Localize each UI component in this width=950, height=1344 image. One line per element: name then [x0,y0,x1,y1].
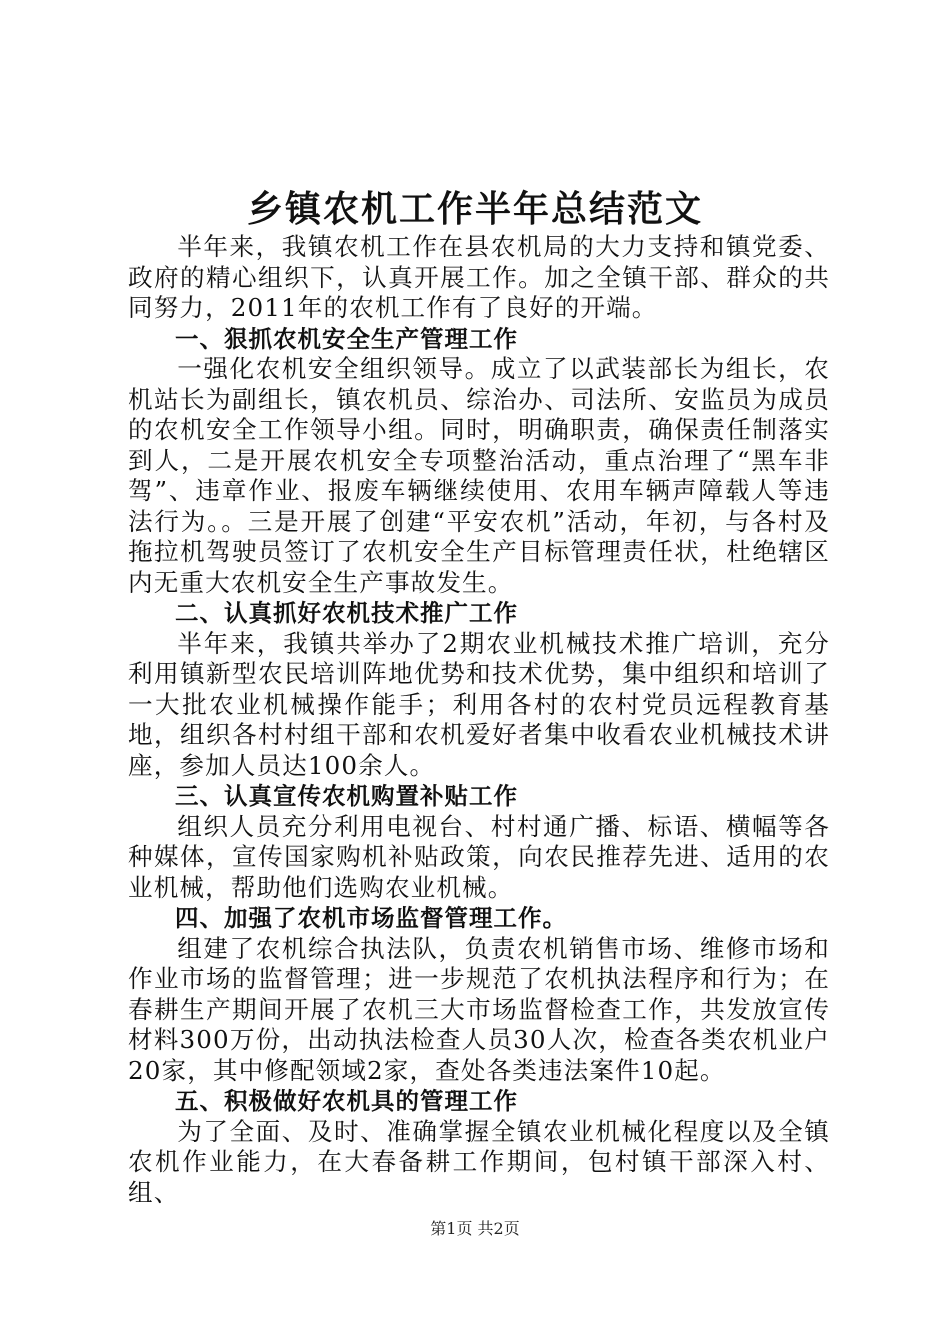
paragraph-section-1: 一强化农机安全组织领导。成立了以武装部长为组长，农机站长为副组长，镇农机员、综治办、司法所、安监员为成员的农机安全工作领导小组。同时，明确职责，确保责任制落实到人，二是开展农机安全专项整治活动，重点治理了“黑车非驾”、违章作业、报废车辆继续使用、农用车辆声障载人等违法行为。。三是开展了创建“平安农机”活动，年初，与各村及拖拉机驾驶员签订了农机安全生产目标管理责任状，杜绝辖区内无重大农机安全生产事故发生。 [128,354,830,597]
page-number-footer: 第1页 共2页 [430,1219,520,1238]
section-heading-4: 四、加强了农机市场监督管理工作。 [175,904,567,932]
document-body [128,232,830,1208]
section-heading-3: 三、认真宣传农机购置补贴工作 [175,782,518,810]
paragraph-section-5: 为了全面、及时、准确掌握全镇农业机械化程度以及全镇农机作业能力，在大春备耕工作期间，包村镇干部深入村、组、 [128,1116,830,1207]
section-heading-2: 二、认真抓好农机技术推广工作 [175,599,518,627]
section-heading-5: 五、积极做好农机具的管理工作 [175,1087,518,1115]
paragraph-intro: 半年来，我镇农机工作在县农机局的大力支持和镇党委、政府的精心组织下，认真开展工作。加之全镇干部、群众的共同努力，2011年的农机工作有了良好的开端。 [128,232,830,322]
paragraph-section-3: 组织人员充分利用电视台、村村通广播、标语、横幅等各种媒体，宣传国家购机补贴政策，向农民推荐先进、适用的农业机械，帮助他们选购农业机械。 [128,811,830,902]
paragraph-section-4: 组建了农机综合执法队，负责农机销售市场、维修市场和作业市场的监督管理；进一步规范了农机执法程序和行为；在春耕生产期间开展了农机三大市场监督检查工作，共发放宣传材料300万份，出动执法检查人员30人次，检查各类农机业户20家，其中修配领域2家，查处各类违法案件10起。 [128,933,830,1085]
paragraph-section-2: 半年来，我镇共举办了2期农业机械技术推广培训，充分利用镇新型农民培训阵地优势和技术优势，集中组织和培训了一大批农业机械操作能手；利用各村的农村党员远程教育基地，组织各村村组干部和农机爱好者集中收看农业机械技术讲座，参加人员达100余人。 [128,628,830,780]
section-heading-1: 一、狠抓农机安全生产管理工作 [175,324,518,353]
document-title: 乡镇农机工作半年总结范文 [246,189,703,230]
